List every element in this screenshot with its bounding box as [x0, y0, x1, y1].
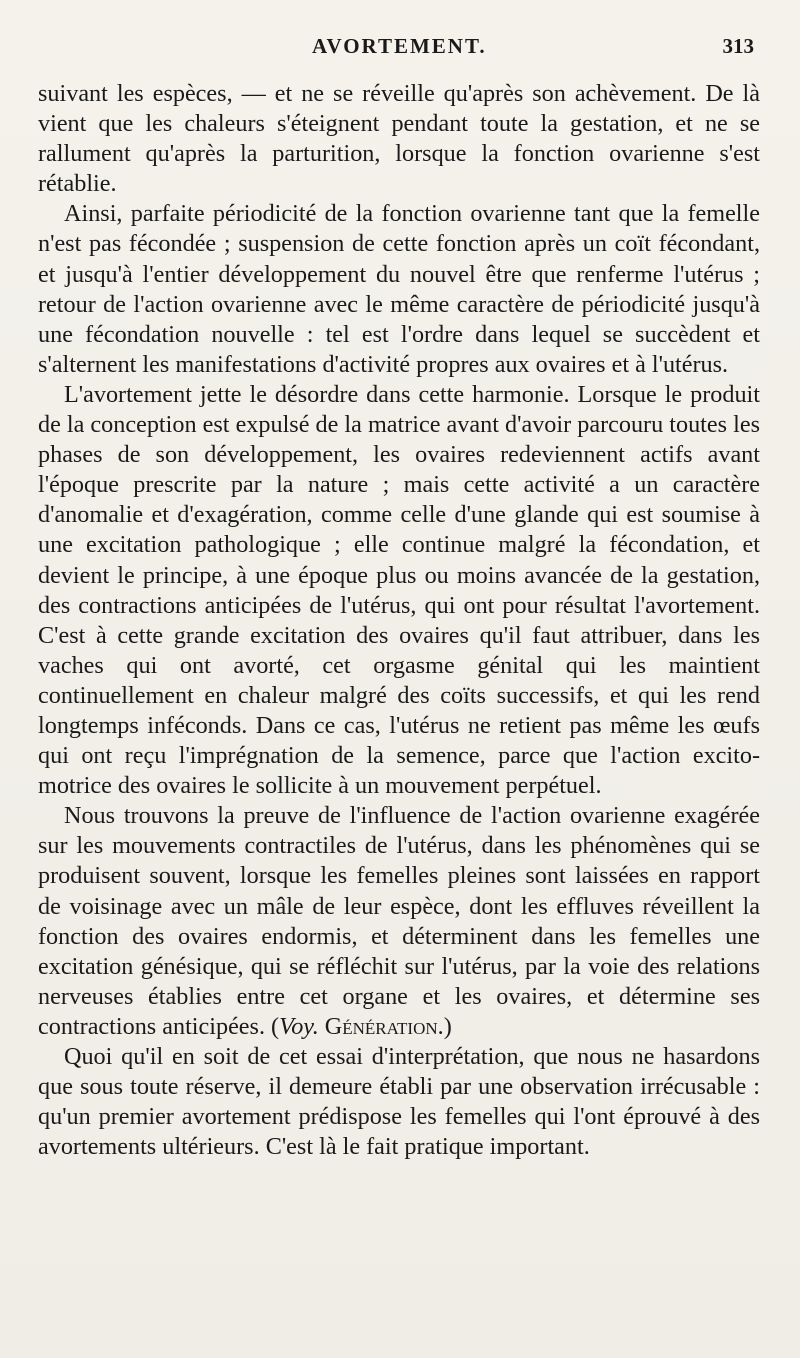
paragraph-5-text: Quoi qu'il en soit de cet essai d'interprétation, que nous ne hasardons que sous toute réserve, il demeure établi par une observation irrécusable : qu'un premier avortement prédispose les femelles qui l'ont éprouvé à des avortements ultérieurs. C'est là le fait pratique important. — [38, 1043, 760, 1161]
page-number: 313 — [722, 34, 754, 58]
paragraph-3 — [38, 380, 760, 801]
cross-reference: Génération. — [324, 1012, 444, 1040]
running-title: AVORTEMENT. — [312, 34, 487, 58]
paragraph-1-text: suivant les espèces, — et ne se réveille qu'après son achèvement. De là vient que les chaleurs s'éteignent pendant toute la gestation, et ne se rallument qu'après la parturition, lorsque la fonction ovarienne s'est rétablie. — [38, 80, 760, 198]
body-text — [38, 79, 760, 1162]
paragraph-5 — [38, 1042, 760, 1162]
running-head — [0, 34, 800, 64]
paragraph-3-text: L'avortement jette le désordre dans cette harmonie. Lorsque le produit de la conception est expulsé de la matrice avant d'avoir parcouru toutes les phases de son développement, les ovaires redeviennent actifs avant l'époque prescrite par la nature ; mais cette activité a un caractère d'anomalie et d'exagération, comme celle d'une glande qui est soumise à une excitation pathologique ; elle continue malgré la fécondation, et devient le principe, à une époque plus ou moins avancée de la gestation, des contractions anticipées de l'utérus, qui ont pour résultat l'avortement. C'est à cette grande excitation des ovaires qu'il faut attribuer, dans les vaches qui ont avorté, cet orgasme génital qui les maintient continuellement en chaleur malgré des coïts successifs, et qui les rend longtemps inféconds. Dans ce cas, l'utérus ne retient pas même les œufs qui ont reçu l'imprégnation de la semence, parce que l'action excito-motrice des ovaires le sollicite à un mouvement perpétuel. — [38, 380, 760, 800]
paragraph-4-text: Nous trouvons la preuve de l'influence de l'action ovarienne exagérée sur les mouvements contractiles de l'utérus, dans les phénomènes qui se produisent souvent, lorsque les femelles pleines sont laissées en rapport de voisinage avec un mâle de leur espèce, dont les effluves réveillent la fonction des ovaires endormis, et déterminent dans les femelles une excitation génésique, qui se réfléchit sur l'utérus, par la voie des relations nerveuses établies entre cet organe et les ovaires, et détermine ses contractions anticipées. ( — [38, 802, 760, 1040]
paragraph-1 — [38, 79, 760, 199]
closing-paren: ) — [443, 1012, 452, 1040]
paragraph-4 — [38, 801, 760, 1042]
paragraph-2-text: Ainsi, parfaite périodicité de la fonction ovarienne tant que la femelle n'est pas fécondée ; suspension de cette fonction après un coït fécondant, et jusqu'à l'entier développement du nouvel être que renferme l'utérus ; retour de l'action ovarienne avec le même caractère de périodicité jusqu'à une fécondation nouvelle : tel est l'ordre dans lequel se succèdent et s'alternent les manifestations d'activité propres aux ovaires et à l'utérus. — [38, 200, 760, 378]
paragraph-2 — [38, 199, 760, 380]
voy-abbreviation: Voy. — [279, 1012, 319, 1040]
